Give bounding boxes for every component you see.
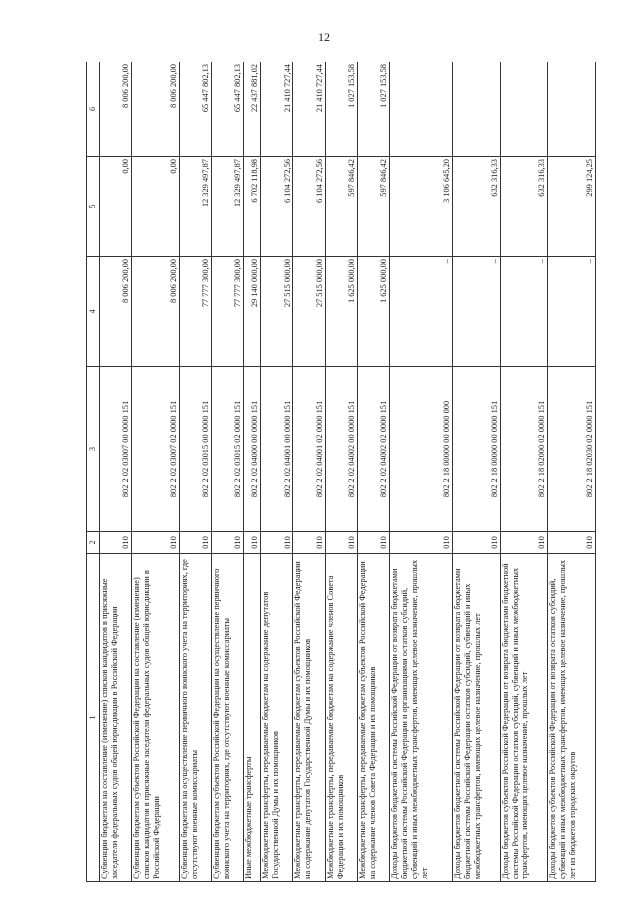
executed-amount-cell: 597 846,42 (357, 157, 389, 257)
budget-code-cell: 802 2 02 04002 02 0000 151 (357, 367, 389, 532)
budget-code-cell: 802 2 18 02030 02 0000 151 (548, 367, 596, 532)
row-code-cell: 010 (244, 532, 261, 554)
row-code-cell: 010 (453, 532, 501, 554)
budget-code-cell: 802 2 02 04002 00 0000 151 (325, 367, 357, 532)
approved-amount-cell: 27 515 000,00 (293, 257, 325, 367)
table-row (325, 62, 357, 882)
approved-amount-cell: 29 140 000,00 (244, 257, 261, 367)
unexecuted-amount-cell: 22 437 881,02 (244, 62, 261, 157)
approved-amount-cell: 1 625 000,00 (357, 257, 389, 367)
executed-amount-cell: 3 106 645,20 (390, 157, 453, 257)
executed-amount-cell: 0,00 (100, 157, 132, 257)
row-name-cell: Доходы бюджетов бюджетной системы Российской Федерации от возврата бюджетами бюджетной системы Российской Федерации и организациями остатков субсидий, субвенций и иных межбюджетных трансфертов, имеющих целевое назначение, прошлых лет (390, 554, 453, 882)
unexecuted-amount-cell: 65 447 802,13 (212, 62, 244, 157)
unexecuted-amount-cell (548, 62, 596, 157)
row-name-cell: Субвенции бюджетам субъектов Российской Федерации на составление (изменение) списков кандидатов в присяжные заседатели федеральных судов общей юрисдикции в Российской Федерации (132, 554, 180, 882)
unexecuted-amount-cell: 1 027 153,58 (357, 62, 389, 157)
budget-code-cell: 802 2 02 03015 02 0000 151 (212, 367, 244, 532)
executed-amount-cell: 12 329 497,87 (179, 157, 211, 257)
approved-amount-cell: 1 625 000,00 (325, 257, 357, 367)
row-code-cell: 010 (179, 532, 211, 554)
approved-amount-cell: 8 006 200,00 (100, 257, 132, 367)
revenue-report-table (86, 62, 596, 882)
unexecuted-amount-cell: 21 410 727,44 (261, 62, 293, 157)
budget-code-cell: 802 2 18 00000 00 0000 151 (453, 367, 501, 532)
executed-amount-cell: 632 316,33 (500, 157, 548, 257)
approved-amount-cell: 77 777 300,00 (212, 257, 244, 367)
table-row (500, 62, 548, 882)
table-row (244, 62, 261, 882)
column-number: 3 (87, 367, 100, 532)
table-row (179, 62, 211, 882)
row-code-cell: 010 (293, 532, 325, 554)
row-name-cell: Межбюджетные трансферты, передаваемые бюджетам на содержание депутатов Государственной Думы и их помощников (261, 554, 293, 882)
report-table-container (86, 62, 596, 882)
table-row (293, 62, 325, 882)
unexecuted-amount-cell: 65 447 802,13 (179, 62, 211, 157)
approved-amount-cell: 77 777 300,00 (179, 257, 211, 367)
row-name-cell: Межбюджетные трансферты, передаваемые бюджетам субъектов Российской Федерации на содержание членов Совета Федерации и их помощников (357, 554, 389, 882)
executed-amount-cell: 632 316,33 (453, 157, 501, 257)
row-name-cell: Иные межбюджетные трансферты (244, 554, 261, 882)
row-code-cell: 010 (325, 532, 357, 554)
unexecuted-amount-cell: 1 027 153,58 (325, 62, 357, 157)
executed-amount-cell: 6 702 118,98 (244, 157, 261, 257)
approved-amount-cell: 8 006 200,00 (132, 257, 180, 367)
table-row (261, 62, 293, 882)
budget-code-cell: 802 2 02 04001 00 0000 151 (261, 367, 293, 532)
column-number: 1 (87, 554, 100, 882)
executed-amount-cell: 597 846,42 (325, 157, 357, 257)
rotated-table-frame (86, 62, 596, 882)
table-row (357, 62, 389, 882)
column-number: 4 (87, 257, 100, 367)
row-code-cell: 010 (261, 532, 293, 554)
row-name-cell: Межбюджетные трансферты, передаваемые бюджетам субъектов Российской Федерации на содержание депутатов Государственной Думы и их помощников (293, 554, 325, 882)
executed-amount-cell: 299 124,25 (548, 157, 596, 257)
unexecuted-amount-cell (390, 62, 453, 157)
budget-code-cell: 802 2 18 00000 00 0000 000 (390, 367, 453, 532)
row-code-cell: 010 (548, 532, 596, 554)
row-name-cell: Доходы бюджетов субъектов Российской Федерации от возврата остатков субсидий, субвенций и иных межбюджетных трансфертов, имеющих целевое назначение, прошлых лет из бюджетов городских округов (548, 554, 596, 882)
budget-code-cell: 802 2 02 03015 00 0000 151 (179, 367, 211, 532)
unexecuted-amount-cell (500, 62, 548, 157)
row-name-cell: Межбюджетные трансферты, передаваемые бюджетам на содержание членов Совета Федерации и их помощников (325, 554, 357, 882)
table-row (132, 62, 180, 882)
column-number: 2 (87, 532, 100, 554)
table-row (100, 62, 132, 882)
row-name-cell: Субвенции бюджетам на составление (изменение) списков кандидатов в присяжные заседатели федеральных судов общей юрисдикции в Российской Федерации (100, 554, 132, 882)
executed-amount-cell: 0,00 (132, 157, 180, 257)
budget-code-cell: 802 2 02 04000 00 0000 151 (244, 367, 261, 532)
unexecuted-amount-cell (453, 62, 501, 157)
row-name-cell: Субвенции бюджетам субъектов Российской Федерации на осуществление первичного воинского учета на территориях, где отсутствуют военные комиссариаты (212, 554, 244, 882)
column-number-row (87, 62, 100, 882)
table-row (390, 62, 453, 882)
row-code-cell: 010 (212, 532, 244, 554)
row-name-cell: Доходы бюджетов субъектов Российской Федерации от возврата бюджетами бюджетной системы Российской Федерации остатков субсидий, субвенций и иных межбюджетных трансфертов, имеющих целевое назначение, прошлых лет (500, 554, 548, 882)
row-code-cell: 010 (500, 532, 548, 554)
unexecuted-amount-cell: 8 006 200,00 (132, 62, 180, 157)
approved-amount-cell: – (548, 257, 596, 367)
column-number: 5 (87, 157, 100, 257)
row-code-cell: 010 (390, 532, 453, 554)
row-name-cell: Субвенции бюджетам на осуществление первичного воинского учета на территориях, где отсутствуют военные комиссариаты (179, 554, 211, 882)
unexecuted-amount-cell: 8 006 200,00 (100, 62, 132, 157)
budget-code-cell: 802 2 02 03007 00 0000 151 (100, 367, 132, 532)
row-code-cell: 010 (357, 532, 389, 554)
executed-amount-cell: 6 104 272,56 (293, 157, 325, 257)
executed-amount-cell: 12 329 497,87 (212, 157, 244, 257)
budget-code-cell: 802 2 18 02000 02 0000 151 (500, 367, 548, 532)
row-name-cell: Доходы бюджетов бюджетной системы Российской Федерации от возврата бюджетами бюджетной системы Российской Федерации остатков субсидий, субвенций и иных межбюджетных трансфертов, имеющих целевое назначение, прошлых лет (453, 554, 501, 882)
column-number: 6 (87, 62, 100, 157)
approved-amount-cell: – (453, 257, 501, 367)
approved-amount-cell: – (500, 257, 548, 367)
budget-code-cell: 802 2 02 03007 02 0000 151 (132, 367, 180, 532)
budget-code-cell: 802 2 02 04001 02 0000 151 (293, 367, 325, 532)
table-row (212, 62, 244, 882)
approved-amount-cell: – (390, 257, 453, 367)
table-row (453, 62, 501, 882)
approved-amount-cell: 27 515 000,00 (261, 257, 293, 367)
unexecuted-amount-cell: 21 410 727,44 (293, 62, 325, 157)
executed-amount-cell: 6 104 272,56 (261, 157, 293, 257)
page-number: 12 (318, 30, 330, 44)
row-code-cell: 010 (132, 532, 180, 554)
row-code-cell: 010 (100, 532, 132, 554)
table-row (548, 62, 596, 882)
